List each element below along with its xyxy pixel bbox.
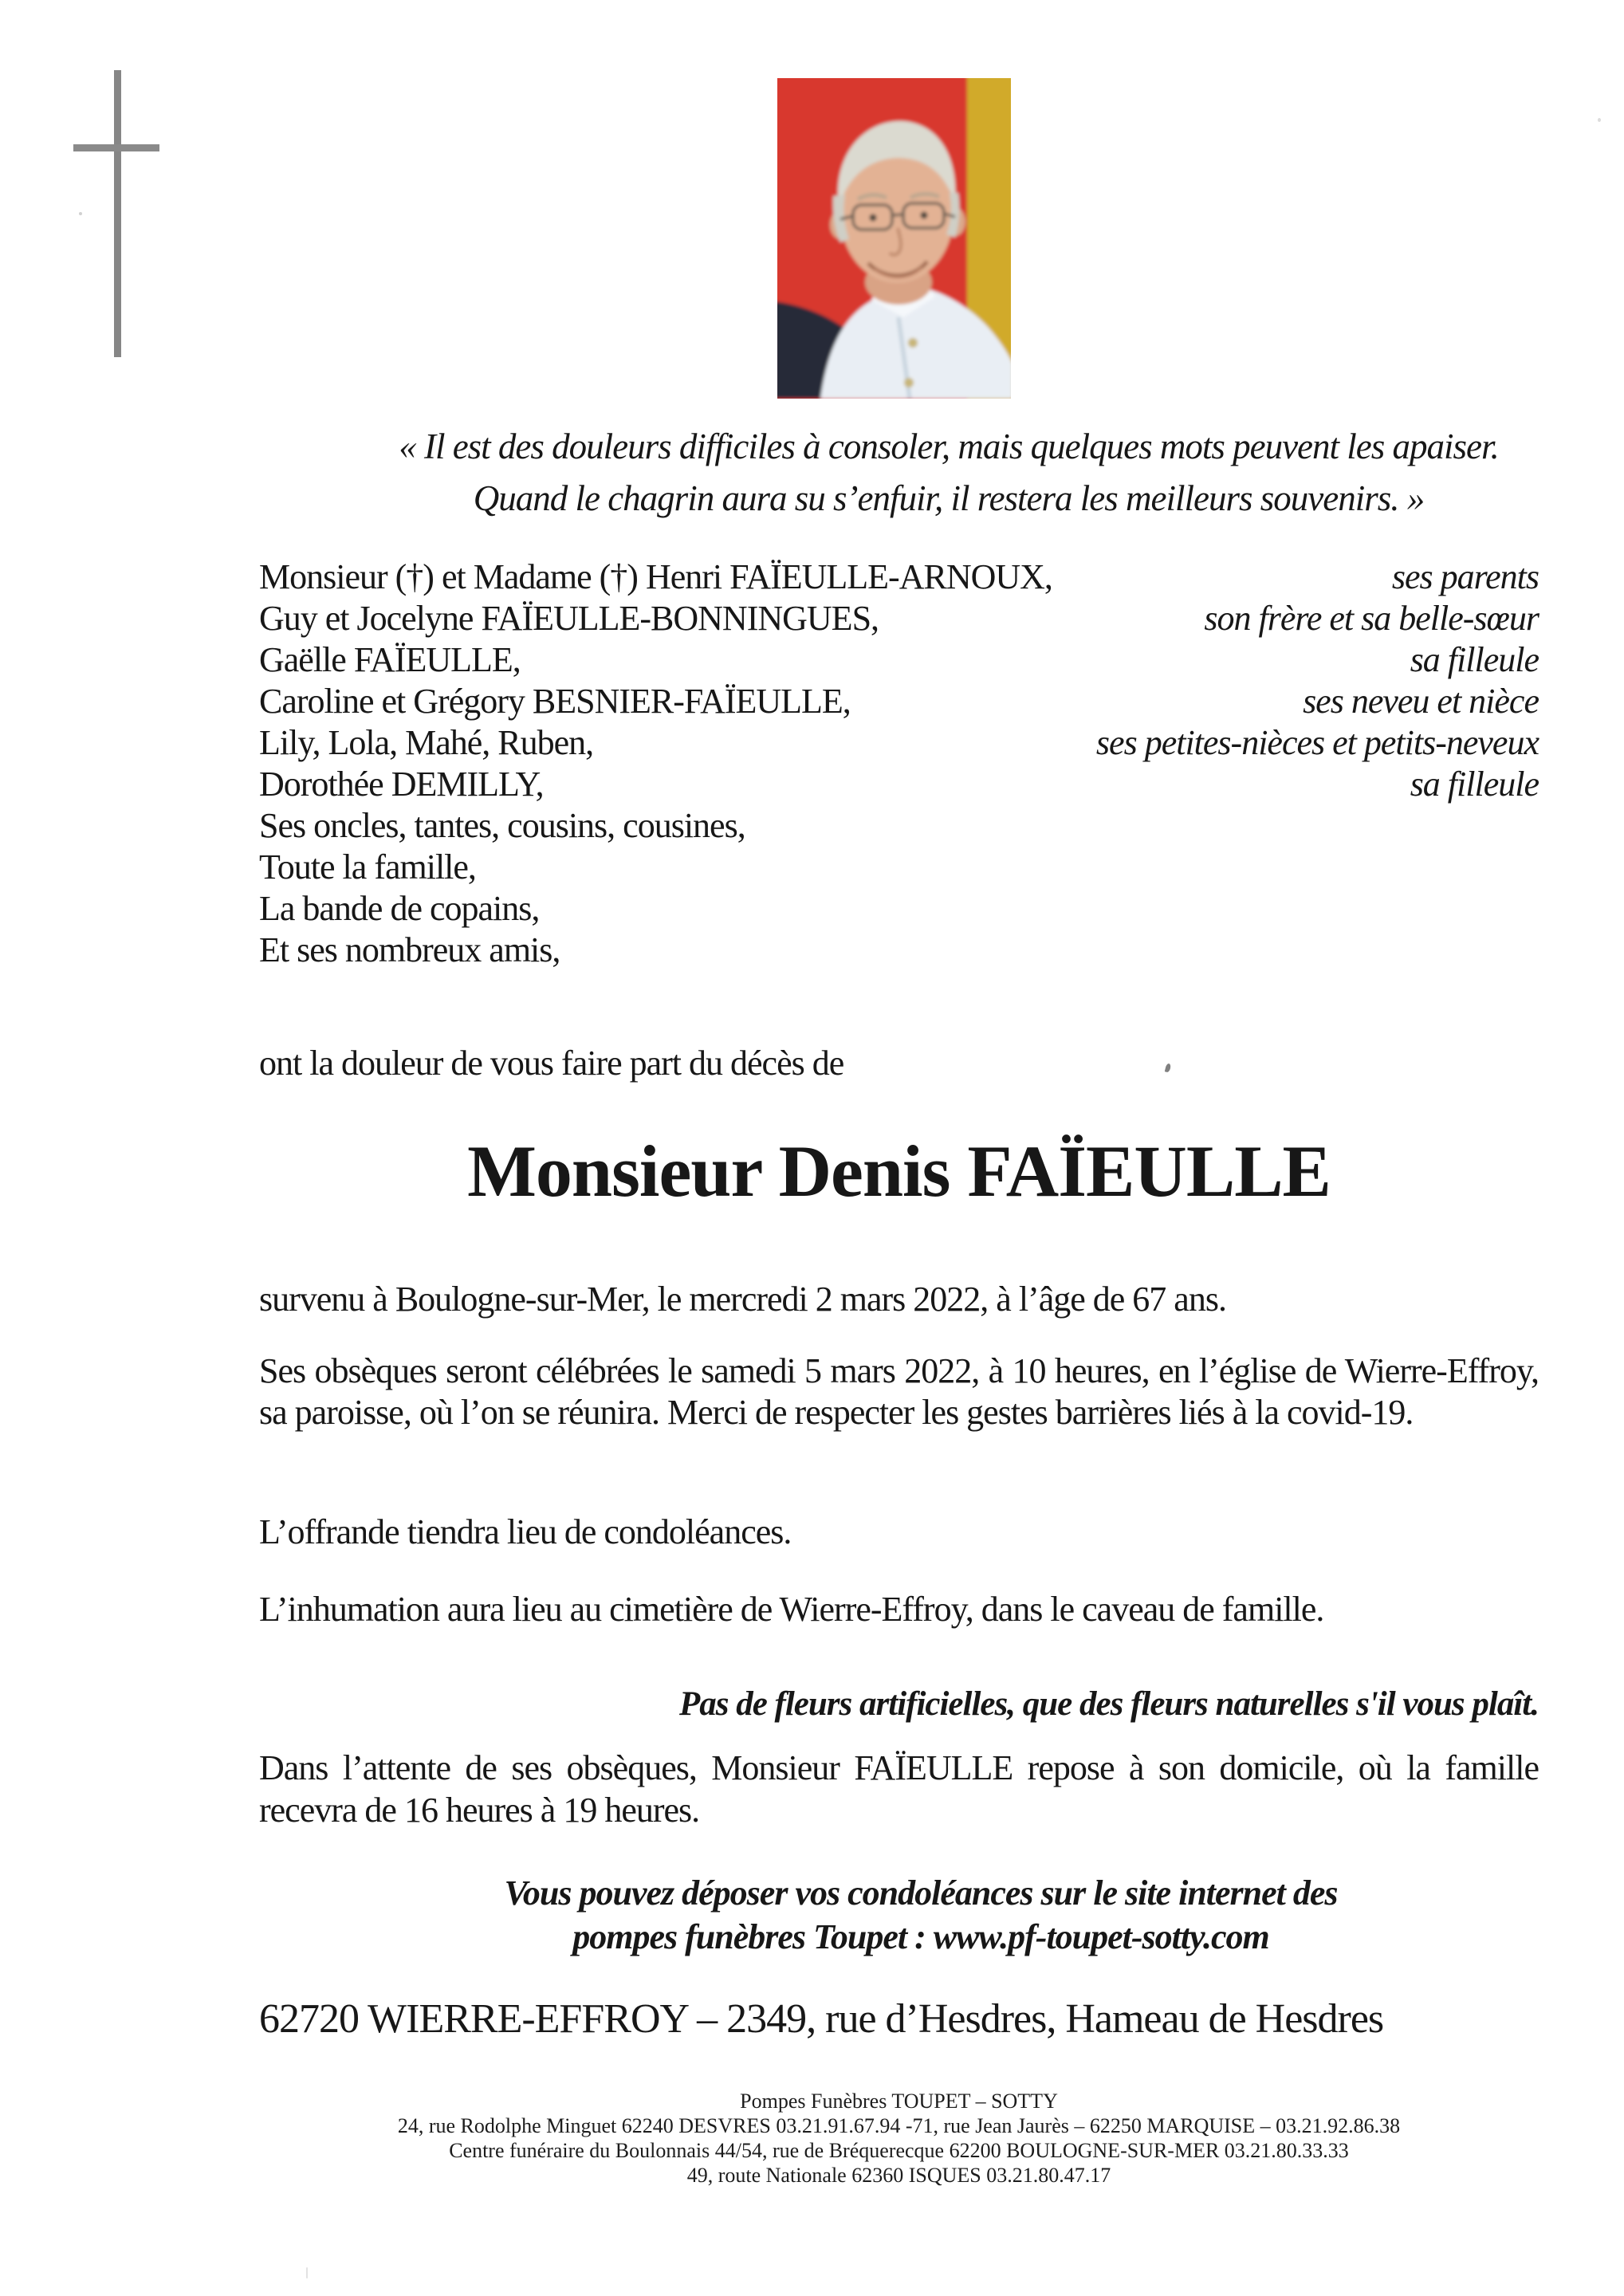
memorial-quote <box>259 421 1539 525</box>
footer-address-line: 49, route Nationale 62360 ISQUES 03.21.80.47.17 <box>686 2164 1111 2187</box>
family-row <box>259 598 1539 639</box>
family-row <box>259 639 1539 681</box>
family-member-name: Et ses nombreux amis, <box>259 930 560 969</box>
family-relation: sa filleule <box>1410 640 1539 679</box>
latin-cross-icon <box>70 67 166 362</box>
death-details: survenu à Boulogne-sur-Mer, le mercredi 2 mars 2022, à l’âge de 67 ans. <box>259 1280 1226 1319</box>
family-relation: son frère et sa belle-sœur <box>1204 599 1539 638</box>
family-row <box>259 805 1539 847</box>
condolences-line-2: pompes funèbres Toupet : www.pf-toupet-sotty.com <box>572 1917 1269 1956</box>
family-row <box>259 764 1539 805</box>
family-member-name: Ses oncles, tantes, cousins, cousines, <box>259 806 745 845</box>
visitation-note: Dans l’attente de ses obsèques, Monsieur FAÏEULLE repose à son domicile, où la famille recevra de 16 heures à 19 heures. <box>259 1748 1539 1830</box>
scan-speck <box>79 212 82 215</box>
family-member-name: Gaëlle FAÏEULLE, <box>259 640 521 679</box>
family-row <box>259 681 1539 722</box>
footer-company-name: Pompes Funèbres TOUPET – SOTTY <box>740 2090 1058 2113</box>
family-relation: ses petites-nièces et petits-neveux <box>1095 723 1539 762</box>
family-member-name: Toute la famille, <box>259 847 476 887</box>
family-row <box>259 888 1539 930</box>
portrait-photo <box>777 78 1011 399</box>
family-relation: ses parents <box>1391 557 1539 596</box>
family-member-name: Guy et Jocelyne FAÏEULLE-BONNINGUES, <box>259 599 879 638</box>
online-condolences-note <box>259 1871 1539 1959</box>
funeral-ceremony-details: Ses obsèques seront célébrées le samedi 5 mars 2022, à 10 heures, en l’église de Wierre-Effroy, sa paroisse, où l’on se réunira. Merci de respecter les gestes barrières liés à la covid-19. <box>259 1351 1539 1432</box>
scan-speck <box>306 2267 308 2278</box>
funeral-home-address: 62720 WIERRE-EFFROY – 2349, rue d’Hesdres, Hameau de Hesdres <box>259 1996 1384 2042</box>
footer <box>259 2089 1539 2188</box>
quote-line-2: Quand le chagrin aura su s’enfuir, il restera les meilleurs souvenirs. » <box>473 478 1425 518</box>
family-row <box>259 722 1539 764</box>
burial-note: L’inhumation aura lieu au cimetière de Wierre-Effroy, dans le caveau de famille. <box>259 1590 1324 1629</box>
footer-address-line: 24, rue Rodolphe Minguet 62240 DESVRES 03.21.91.67.94 -71, rue Jean Jaurès – 62250 MARQUISE – 03.21.92.86.38 <box>397 2114 1401 2137</box>
family-relation: ses neveu et nièce <box>1303 682 1539 721</box>
announcement-intro: ont la douleur de vous faire part du décès de <box>259 1044 844 1083</box>
family-member-name: Monsieur (†) et Madame (†) Henri FAÏEULLE-ARNOUX, <box>259 557 1052 596</box>
family-row <box>259 930 1539 971</box>
condolences-line-1: Vous pouvez déposer vos condoléances sur le site internet des <box>504 1873 1338 1913</box>
family-relation: sa filleule <box>1410 765 1539 804</box>
footer-address-line: Centre funéraire du Boulonnais 44/54, rue de Bréquerecque 62200 BOULOGNE-SUR-MER 03.21.80.33.33 <box>449 2139 1349 2162</box>
family-list <box>259 556 1539 971</box>
family-member-name: Lily, Lola, Mahé, Ruben, <box>259 723 594 762</box>
family-member-name: La bande de copains, <box>259 889 540 928</box>
quote-line-1: « Il est des douleurs difficiles à consoler, mais quelques mots peuvent les apaiser. <box>399 427 1499 466</box>
family-member-name: Dorothée DEMILLY, <box>259 765 544 804</box>
family-row <box>259 556 1539 598</box>
family-row <box>259 847 1539 888</box>
family-member-name: Caroline et Grégory BESNIER-FAÏEULLE, <box>259 682 851 721</box>
flowers-notice: Pas de fleurs artificielles, que des fleurs naturelles s'il vous plaît. <box>678 1685 1539 1723</box>
portrait-illustration <box>777 78 1011 399</box>
offering-note: L’offrande tiendra lieu de condoléances. <box>259 1512 792 1551</box>
deceased-name-title: Monsieur Denis FAÏEULLE <box>467 1130 1331 1212</box>
scan-speck <box>1598 118 1601 122</box>
